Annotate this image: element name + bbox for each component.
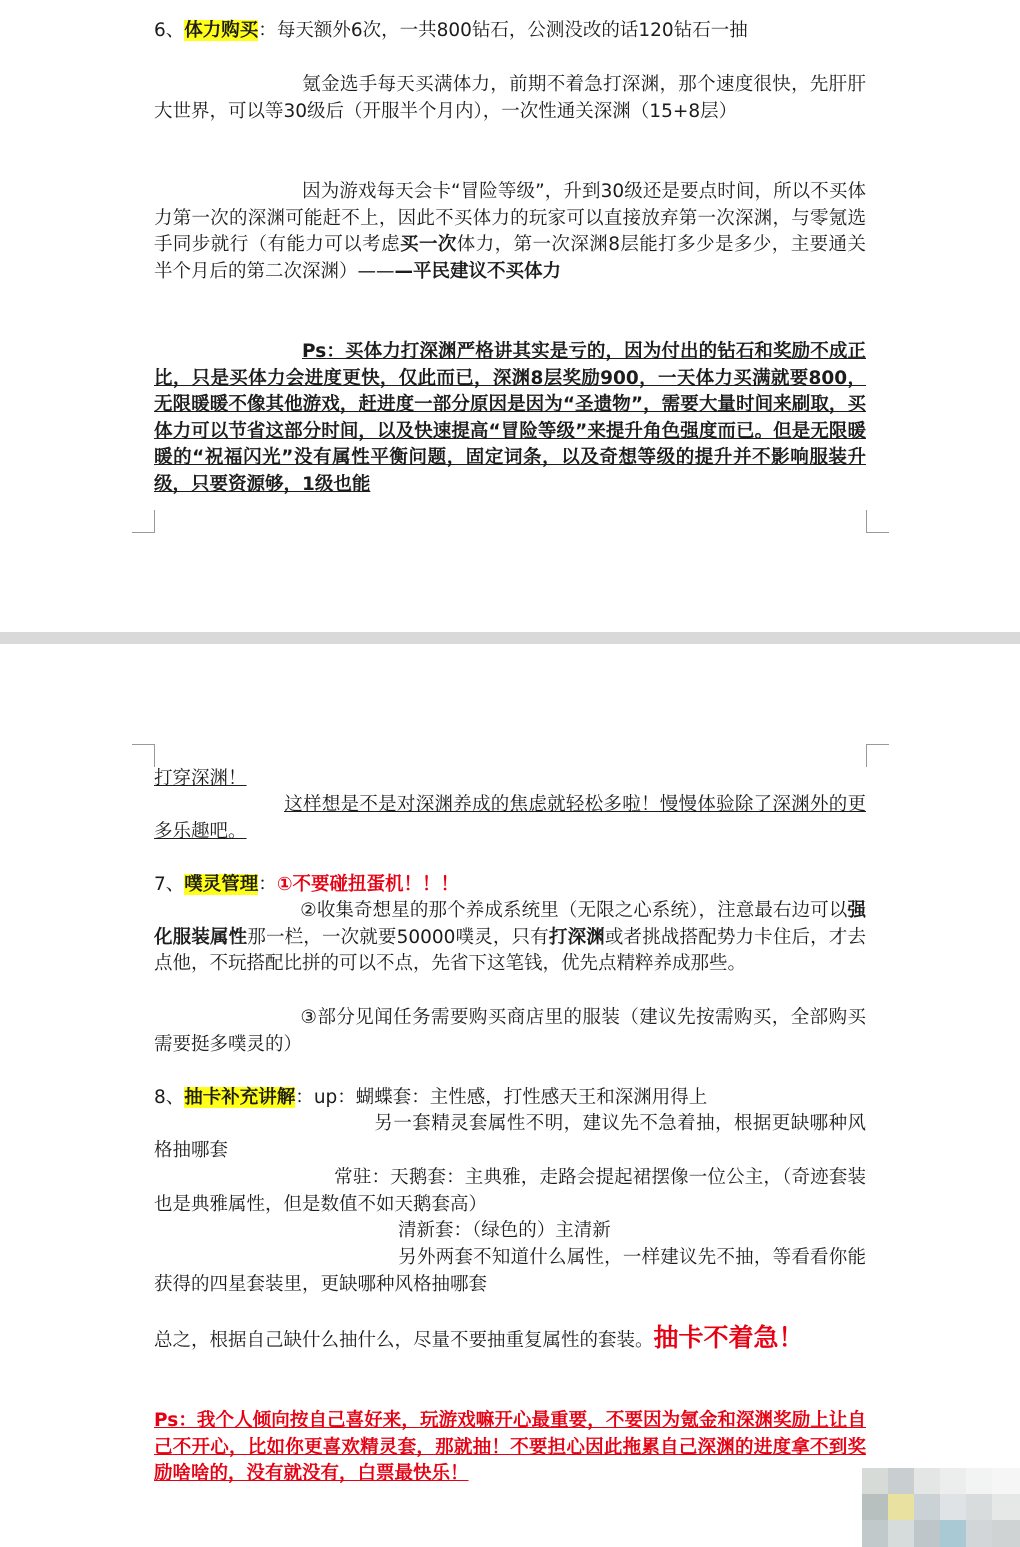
paragraph-text: up：蝴蝶套：主性感，打性感天王和深渊用得上	[313, 1087, 708, 1108]
section-8-permanent	[154, 1165, 866, 1218]
paragraph-text: 另一套精灵套属性不明，建议先不急着抽，根据更缺哪种风格抽哪套	[154, 1113, 866, 1161]
paragraph-text: 另外两套不知道什么属性，一样建议先不抽，等看看你能获得的四星套装里，更缺哪种风格抽哪套	[154, 1247, 866, 1295]
paragraph-text: 那一栏，一次就要50000噗灵，只有	[247, 926, 549, 948]
document-page-1	[0, 0, 1020, 632]
colon: ：	[258, 874, 277, 895]
continued-text: 打穿深渊！	[154, 768, 247, 789]
paragraph-text: 因为游戏每天会卡“冒险等级”，升到30级还是要点时间，所以不买体力第一次的深渊可能赶不上，因此不买体力的玩家可以直接放弃第一次深渊，与零氪选手同步就行（有能力可以考虑	[154, 181, 866, 256]
section-7-item-3	[154, 1005, 866, 1058]
paragraph-text: 清新套：（绿色的）主清新	[398, 1220, 611, 1241]
pixelated-watermark	[862, 1468, 1020, 1547]
continued-paragraph	[154, 766, 866, 793]
bold-text: 打深渊	[548, 926, 605, 948]
paragraph-text: 氪金选手每天买满体力，前期不着急打深渊，那个速度很快，先肝肝大世界，可以等30级后（开服半个月内），一次性通关深渊（15+8层）	[154, 74, 866, 122]
section-number: 8、	[154, 1087, 185, 1108]
paragraph-text: ②收集奇想星的那个养成系统里（无限之心系统），注意最右边可以	[300, 900, 848, 921]
paragraph-text: 常驻：天鹅套：主典雅，走路会提起裙摆像一位公主，（奇迹套装也是典雅属性，但是数值不如天鹅套高）	[154, 1167, 866, 1215]
section-8-up-2	[154, 1111, 866, 1164]
section-number: 7、	[154, 874, 185, 895]
section-number: 6、	[154, 20, 185, 41]
ps-note-gacha	[154, 1408, 866, 1488]
summary-text: 总之，根据自己缺什么抽什么，尽量不要抽重复属性的套装。	[154, 1330, 654, 1351]
colon: ：	[295, 1087, 314, 1108]
ps-text: ：买体力打深渊严格讲其实是亏的，因为付出的钻石和奖励不成正比，只是买体力会进度更快，仅此而已，深渊8层奖励900，一天体力买满就要800，无限暖暖不像其他游戏，赶进度一部分原因是因为“圣遗物”，需要大量时间来刷取，买体力可以节省这部分时间，以及快速提高“冒险等级”来提升角色强度而已。但是无限暖暖的“祝福闪光”没有属性平衡问题，固定词条，以及奇想等级的提升并不影响服装升级，只要资源够，1级也能	[154, 341, 866, 495]
paragraph-text: 或者挑战搭配势力卡住后，才去点他，不玩搭配比拼的可以不点，先省下这笔钱，优先点精粹养成那些。	[154, 926, 866, 975]
bold-text: 买一次	[400, 234, 457, 256]
ps-label: Ps	[302, 341, 327, 362]
section-6-heading	[154, 18, 866, 45]
document-page-2	[0, 644, 1020, 1547]
section-text: 每天额外6次，一共800钻石，公测没改的话120钻石一抽	[276, 20, 748, 41]
section-8-fresh	[154, 1218, 866, 1245]
ps-text: Ps：我个人倾向按自己喜好来，玩游戏嘛开心最重要，不要因为氪金和深渊奖励上让自己不开心，比如你更喜欢精灵套，那就抽！不要担心因此拖累自己深渊的进度拿不到奖励啥啥的，没有就没有，白票最快乐！	[154, 1410, 866, 1485]
summary-paragraph	[154, 1324, 866, 1355]
section-title-highlight: 噗灵管理	[184, 874, 259, 895]
paragraph-text: ③部分见闻任务需要购买商店里的服装（建议先按需购买，全部购买需要挺多噗灵的）	[154, 1007, 866, 1055]
paragraph-relax	[154, 792, 866, 845]
section-7-item-2	[154, 898, 866, 978]
bold-recommendation: —平民建议不买体力	[394, 260, 562, 282]
summary-emphasis: 抽卡不着急！	[653, 1323, 804, 1352]
page-corner-mark	[132, 744, 155, 767]
bold-text: 强化服装属性	[154, 900, 866, 948]
section-7-heading	[154, 872, 866, 899]
colon: ：	[258, 20, 277, 41]
warning-text: ①不要碰扭蛋机！！！	[276, 874, 459, 895]
section-8-other	[154, 1245, 866, 1298]
page-separator	[0, 632, 1020, 644]
paragraph-whale-players	[154, 72, 866, 125]
ps-note-stamina	[154, 339, 866, 499]
page-corner-mark	[866, 744, 889, 767]
section-8-heading	[154, 1085, 866, 1112]
paragraph-text: 这样想是不是对深渊养成的焦虑就轻松多啦！慢慢体验除了深渊外的更多乐趣吧。	[154, 794, 866, 842]
section-title-highlight: 抽卡补充讲解	[184, 1087, 296, 1108]
page-corner-mark	[132, 510, 155, 533]
section-title-highlight: 体力购买	[184, 20, 259, 41]
page-corner-mark	[866, 510, 889, 533]
paragraph-text: 体力，第一次深渊8层能打多少是多少，主要通关半个月后的第二次深渊）——	[154, 234, 866, 282]
underline-tail	[247, 766, 285, 793]
paragraph-adventure-level	[154, 179, 866, 285]
